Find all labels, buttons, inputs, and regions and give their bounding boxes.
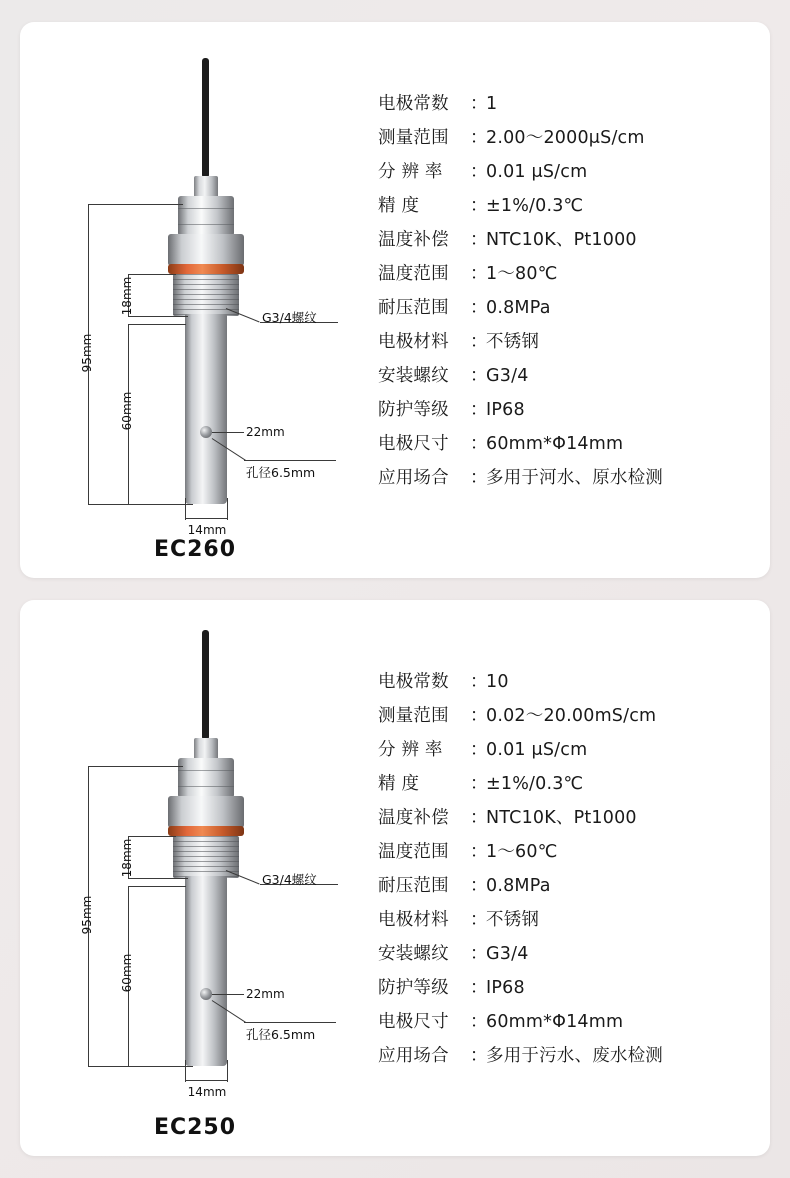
spec-key: 防护等级 bbox=[378, 978, 449, 998]
dim-tick bbox=[128, 324, 186, 325]
spec-row bbox=[378, 808, 760, 829]
probe-shaft bbox=[185, 876, 227, 1066]
probe-hex-nut bbox=[178, 758, 234, 798]
spec-colon: ： bbox=[470, 944, 488, 964]
spec-value: 2.00～2000μS/cm bbox=[486, 128, 645, 148]
spec-value: 0.02～20.00mS/cm bbox=[486, 706, 657, 726]
leader-line bbox=[244, 1022, 336, 1023]
hole-diameter-callout: 孔径6.5mm bbox=[246, 465, 316, 480]
thread-callout: G3/4螺纹 bbox=[262, 310, 317, 325]
spec-value: 0.8MPa bbox=[486, 876, 551, 896]
spec-colon: ： bbox=[470, 264, 488, 284]
dim-label-shaft-length: 60mm bbox=[120, 953, 134, 993]
dim-line-hole-offset bbox=[212, 994, 244, 995]
spec-key: 耐压范围 bbox=[378, 876, 449, 896]
spec-row bbox=[378, 366, 760, 387]
spec-value: 10 bbox=[486, 672, 509, 692]
spec-key: 温度范围 bbox=[378, 842, 449, 862]
spec-colon: ： bbox=[470, 706, 488, 726]
probe-cable bbox=[202, 630, 209, 740]
dim-label-hole-offset: 22mm bbox=[246, 425, 285, 439]
spec-value: 0.01 μS/cm bbox=[486, 162, 588, 182]
spec-row bbox=[378, 196, 760, 217]
spec-colon: ： bbox=[470, 978, 488, 998]
spec-key: 测量范围 bbox=[378, 706, 449, 726]
spec-colon: ： bbox=[470, 468, 488, 488]
dim-tick bbox=[88, 204, 183, 205]
probe-cable bbox=[202, 58, 209, 178]
product-figure-ec250 bbox=[30, 614, 360, 1146]
dim-tick bbox=[227, 1060, 228, 1082]
spec-row bbox=[378, 468, 760, 489]
spec-value: NTC10K、Pt1000 bbox=[486, 230, 637, 250]
product-card-ec250 bbox=[20, 600, 770, 1156]
spec-colon: ： bbox=[470, 910, 488, 930]
spec-value: 0.01 μS/cm bbox=[486, 740, 588, 760]
spec-colon: ： bbox=[470, 434, 488, 454]
dim-tick bbox=[128, 274, 176, 275]
dim-tick bbox=[128, 886, 186, 887]
spec-colon: ： bbox=[470, 94, 488, 114]
spec-value: 60mm*Φ14mm bbox=[486, 434, 624, 454]
probe-oring-seal bbox=[168, 264, 244, 274]
probe-oring-seal bbox=[168, 826, 244, 836]
spec-value: 1 bbox=[486, 94, 498, 114]
dim-label-shaft-length: 60mm bbox=[120, 391, 134, 431]
leader-line bbox=[244, 460, 336, 461]
dim-tick bbox=[185, 1060, 186, 1082]
probe-hex-nut bbox=[178, 196, 234, 236]
hole-diameter-callout: 孔径6.5mm bbox=[246, 1027, 316, 1042]
product-figure-ec260 bbox=[30, 36, 360, 568]
spec-value: 多用于污水、废水检测 bbox=[486, 1046, 663, 1066]
spec-key: 电极尺寸 bbox=[378, 434, 449, 454]
dim-tick bbox=[128, 878, 188, 879]
probe-illustration bbox=[30, 614, 360, 1146]
probe-collar bbox=[168, 234, 244, 266]
spec-colon: ： bbox=[470, 162, 488, 182]
probe-hex-edge bbox=[178, 224, 234, 225]
dim-tick bbox=[185, 498, 186, 520]
spec-colon: ： bbox=[470, 230, 488, 250]
spec-value: G3/4 bbox=[486, 944, 529, 964]
spec-row bbox=[378, 1046, 760, 1067]
probe-hex-edge bbox=[178, 786, 234, 787]
spec-list-ec250 bbox=[360, 614, 760, 1146]
spec-value: 0.8MPa bbox=[486, 298, 551, 318]
spec-value: 1～60℃ bbox=[486, 842, 558, 862]
spec-row bbox=[378, 944, 760, 965]
spec-row bbox=[378, 706, 760, 727]
spec-colon: ： bbox=[470, 876, 488, 896]
spec-key: 精 度 bbox=[378, 196, 420, 216]
spec-colon: ： bbox=[470, 808, 488, 828]
spec-colon: ： bbox=[470, 1046, 488, 1066]
dim-label-overall-length: 95mm bbox=[80, 895, 94, 935]
dim-tick bbox=[88, 766, 183, 767]
spec-list-ec260 bbox=[360, 36, 760, 568]
probe-hex-edge bbox=[178, 208, 234, 209]
spec-key: 应用场合 bbox=[378, 1046, 449, 1066]
probe-measuring-hole bbox=[200, 426, 212, 438]
spec-row bbox=[378, 332, 760, 353]
dim-label-overall-length: 95mm bbox=[80, 333, 94, 373]
dim-label-hole-offset: 22mm bbox=[246, 987, 285, 1001]
spec-row bbox=[378, 264, 760, 285]
spec-colon: ： bbox=[470, 1012, 488, 1032]
spec-key: 电极材料 bbox=[378, 910, 449, 930]
dim-tick bbox=[128, 316, 188, 317]
dim-label-shaft-diameter: 14mm bbox=[187, 1085, 227, 1099]
spec-key: 分 辨 率 bbox=[378, 162, 443, 182]
spec-colon: ： bbox=[470, 774, 488, 794]
spec-value: ±1%/0.3℃ bbox=[486, 774, 584, 794]
probe-measuring-hole bbox=[200, 988, 212, 1000]
spec-key: 电极材料 bbox=[378, 332, 449, 352]
product-card-ec260 bbox=[20, 22, 770, 578]
spec-row bbox=[378, 298, 760, 319]
spec-value: G3/4 bbox=[486, 366, 529, 386]
spec-key: 耐压范围 bbox=[378, 298, 449, 318]
spec-colon: ： bbox=[470, 366, 488, 386]
spec-row bbox=[378, 400, 760, 421]
thread-callout: G3/4螺纹 bbox=[262, 872, 317, 887]
spec-value: ±1%/0.3℃ bbox=[486, 196, 584, 216]
spec-row bbox=[378, 672, 760, 693]
spec-key: 测量范围 bbox=[378, 128, 449, 148]
probe-collar bbox=[168, 796, 244, 828]
spec-colon: ： bbox=[470, 672, 488, 692]
dim-line-diameter bbox=[185, 518, 227, 519]
spec-key: 安装螺纹 bbox=[378, 944, 449, 964]
spec-key: 温度补偿 bbox=[378, 808, 449, 828]
spec-row bbox=[378, 842, 760, 863]
spec-row bbox=[378, 774, 760, 795]
probe-hex-edge bbox=[178, 770, 234, 771]
spec-value: IP68 bbox=[486, 978, 525, 998]
spec-row bbox=[378, 434, 760, 455]
spec-row bbox=[378, 910, 760, 931]
dim-tick bbox=[227, 498, 228, 520]
spec-colon: ： bbox=[470, 128, 488, 148]
spec-colon: ： bbox=[470, 196, 488, 216]
spec-value: 60mm*Φ14mm bbox=[486, 1012, 624, 1032]
spec-key: 电极常数 bbox=[378, 672, 449, 692]
dim-tick bbox=[128, 836, 176, 837]
spec-row bbox=[378, 978, 760, 999]
spec-key: 温度范围 bbox=[378, 264, 449, 284]
model-name-ec250: EC250 bbox=[153, 1115, 237, 1140]
spec-key: 电极尺寸 bbox=[378, 1012, 449, 1032]
spec-row bbox=[378, 740, 760, 761]
spec-key: 精 度 bbox=[378, 774, 420, 794]
dim-line-hole-offset bbox=[212, 432, 244, 433]
spec-colon: ： bbox=[470, 400, 488, 420]
spec-key: 温度补偿 bbox=[378, 230, 449, 250]
dim-label-shaft-diameter: 14mm bbox=[187, 523, 227, 537]
spec-value: IP68 bbox=[486, 400, 525, 420]
probe-cable-gland bbox=[194, 176, 218, 198]
spec-row bbox=[378, 230, 760, 251]
spec-value: NTC10K、Pt1000 bbox=[486, 808, 637, 828]
spec-colon: ： bbox=[470, 332, 488, 352]
spec-key: 应用场合 bbox=[378, 468, 449, 488]
dim-label-thread-length: 18mm bbox=[120, 276, 134, 316]
spec-value: 不锈钢 bbox=[486, 332, 540, 352]
spec-colon: ： bbox=[470, 842, 488, 862]
spec-value: 多用于河水、原水检测 bbox=[486, 468, 663, 488]
spec-row bbox=[378, 128, 760, 149]
spec-row bbox=[378, 162, 760, 183]
model-name-ec260: EC260 bbox=[153, 537, 237, 562]
dim-line-diameter bbox=[185, 1080, 227, 1081]
spec-key: 防护等级 bbox=[378, 400, 449, 420]
dim-tick bbox=[128, 504, 190, 505]
spec-value: 不锈钢 bbox=[486, 910, 540, 930]
spec-key: 分 辨 率 bbox=[378, 740, 443, 760]
dim-label-thread-length: 18mm bbox=[120, 838, 134, 878]
spec-row bbox=[378, 876, 760, 897]
spec-key: 电极常数 bbox=[378, 94, 449, 114]
spec-colon: ： bbox=[470, 298, 488, 318]
probe-cable-gland bbox=[194, 738, 218, 760]
spec-key: 安装螺纹 bbox=[378, 366, 449, 386]
probe-illustration bbox=[30, 36, 360, 568]
probe-shaft bbox=[185, 314, 227, 504]
spec-value: 1～80℃ bbox=[486, 264, 558, 284]
dim-tick bbox=[128, 1066, 190, 1067]
spec-colon: ： bbox=[470, 740, 488, 760]
spec-row bbox=[378, 94, 760, 115]
spec-row bbox=[378, 1012, 760, 1033]
